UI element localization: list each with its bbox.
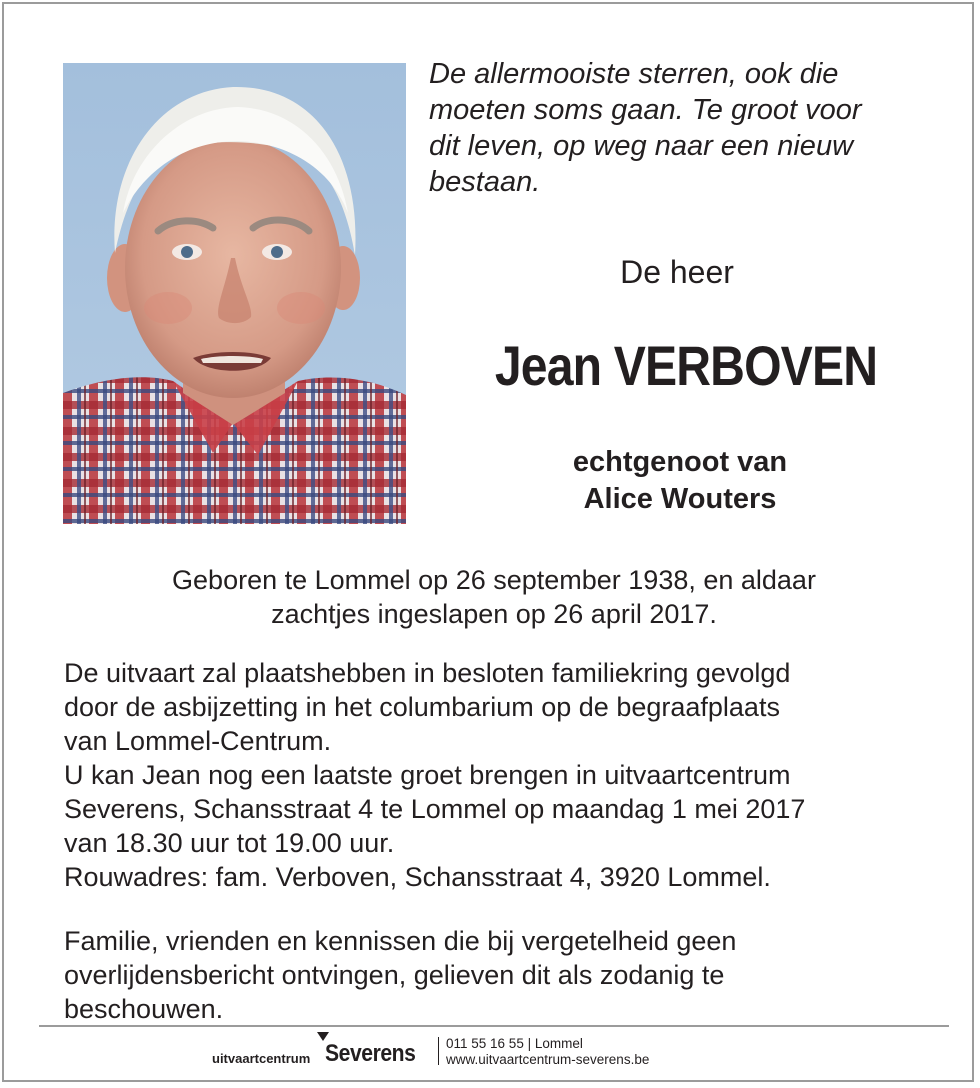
closing-line: beschouwen. xyxy=(64,994,224,1024)
footer xyxy=(4,1032,980,1072)
relation-label: echtgenoot van xyxy=(572,446,788,478)
closing-note xyxy=(64,924,954,1026)
funeral-line: door de asbijzetting in het columbarium op de begraafplaats xyxy=(64,692,780,722)
obituary-card xyxy=(2,2,974,1082)
spouse-name: Alice Wouters xyxy=(583,483,777,515)
funeral-line: van 18.30 uur tot 19.00 uur. xyxy=(64,828,395,858)
poem-line: moeten soms gaan. Te groot voor xyxy=(429,94,862,126)
funeral-line: van Lommel-Centrum. xyxy=(64,726,332,756)
poem xyxy=(429,56,949,200)
poem-line: bestaan. xyxy=(429,166,541,198)
poem-line: dit leven, op weg naar een nieuw xyxy=(429,130,854,162)
contact-phone-location: 011 55 16 55 | Lommel xyxy=(446,1036,583,1051)
closing-line: Familie, vrienden en kennissen die bij vergetelheid geen xyxy=(64,926,737,956)
funeral-info xyxy=(64,656,954,894)
footer-divider xyxy=(39,1025,949,1027)
birth-line: Geboren te Lommel op 26 september 1938, en aldaar xyxy=(172,565,816,595)
poem-line: De allermooiste sterren, ook die xyxy=(429,58,839,90)
closing-line: overlijdensbericht ontvingen, gelieven dit als zodanig te xyxy=(64,960,725,990)
birth-death-info xyxy=(74,563,914,631)
contact-info xyxy=(446,1036,649,1068)
portrait-photo xyxy=(63,63,406,524)
footer-separator xyxy=(438,1037,439,1065)
logo-prefix: uitvaartcentrum xyxy=(212,1051,311,1066)
funeral-line: De uitvaart zal plaatshebben in besloten familiekring gevolgd xyxy=(64,658,791,688)
funeral-line: Severens, Schansstraat 4 te Lommel op maandag 1 mei 2017 xyxy=(64,794,806,824)
funeral-line: U kan Jean nog een laatste groet brengen in uitvaartcentrum xyxy=(64,760,791,790)
spouse-block xyxy=(494,444,866,518)
deceased-name: Jean VERBOVEN xyxy=(494,334,878,397)
logo-name: Severens xyxy=(325,1040,416,1067)
birth-line: zachtjes ingeslapen op 26 april 2017. xyxy=(271,599,717,629)
salutation: De heer xyxy=(620,254,734,290)
contact-website[interactable]: www.uitvaartcentrum-severens.be xyxy=(446,1052,650,1067)
mourning-address: Rouwadres: fam. Verboven, Schansstraat 4, 3920 Lommel. xyxy=(64,862,771,892)
